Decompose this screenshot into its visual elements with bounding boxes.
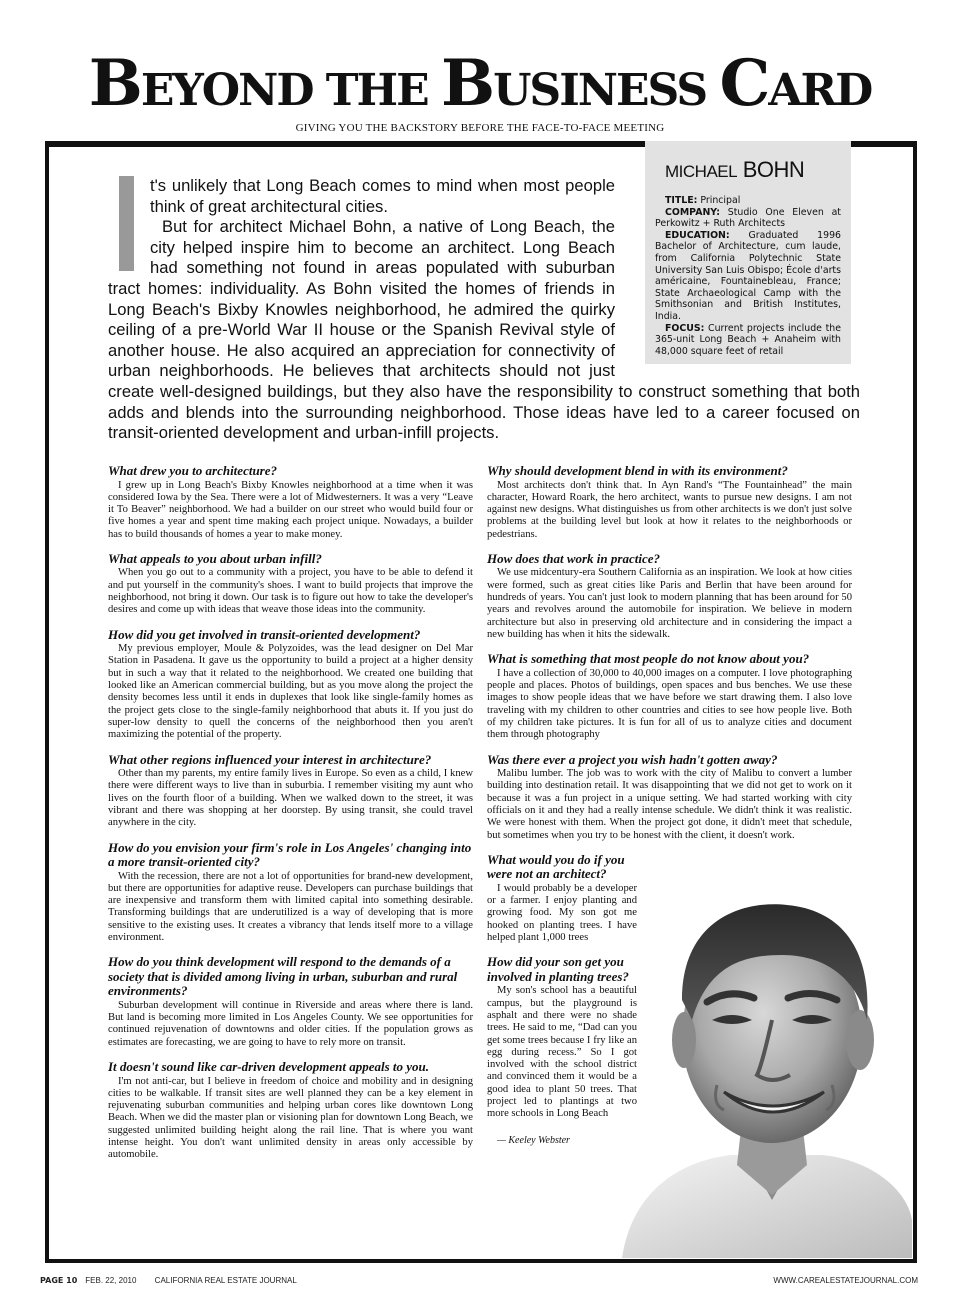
fact-value: Studio One Eleven at Perkowitz + Ruth Architects bbox=[655, 206, 841, 230]
question: How does that work in practice? bbox=[487, 550, 660, 566]
profile-last-name: BOHN bbox=[742, 157, 805, 182]
intro-paragraph-2: But for architect Michael Bohn, a native of Long Beach, the city helped inspire him to become an architect. Long Beach had something not found in areas populated with suburban tract homes: individuality. As Bohn visited the homes of friends in Long Beach's Bixby Knowles neighborhood, he admired the quirky ceiling of a pre-World War II house or the Spanish Revival style of another house. He also acquired an appreciation for connectivity of urban neighborhoods. He believes that architects should not just create well-designed buildings, but they also have the responsibility to construct something that both adds and blends into the surrounding neighborhood. Those ideas have led to a career focused on transit-oriented development and urban-infill projects. bbox=[108, 217, 860, 443]
issue-date: FEB. 22, 2010 bbox=[85, 1276, 137, 1285]
frame-left-rule bbox=[45, 141, 49, 1263]
fact-label: FOCUS: bbox=[665, 322, 705, 334]
question: What is something that most people do not know about you? bbox=[487, 651, 810, 667]
portrait-photo bbox=[612, 870, 912, 1258]
profile-box bbox=[645, 141, 851, 364]
qa-item bbox=[487, 464, 852, 541]
profile-facts bbox=[655, 195, 841, 357]
title-rest-1: EYOND THE bbox=[140, 65, 441, 116]
intro-paragraph-1: t's unlikely that Long Beach comes to mind when most people think of great architectural cities. bbox=[150, 176, 615, 216]
qa-item bbox=[108, 1060, 473, 1162]
question: What appeals to you about urban infill? bbox=[108, 550, 322, 566]
answer: My previous employer, Moule & Polyzoides, was the lead designer on Del Mar Station in Pasadena. It gave us the opportunity to build a project at a higher density but in such a way that it related to the neighborhood. We created one building that looked like an American commercial building, but as you move along the project the density becomes less until it ends in duplexes that look like single-family homes as the project gets close to the single-family neighborhood that abuts it. If you just do super-low density to quell the concerns of the neighborhood then you aren't maximizing the potential of the property. bbox=[108, 643, 473, 741]
profile-company bbox=[655, 207, 841, 230]
title-initial-2: B bbox=[440, 46, 494, 121]
qa-item bbox=[108, 955, 473, 1049]
fact-label: COMPANY: bbox=[665, 206, 721, 218]
frame-bottom-rule bbox=[45, 1259, 917, 1263]
drop-cap-spacer bbox=[108, 176, 150, 272]
fact-label: EDUCATION: bbox=[665, 229, 730, 241]
question: What other regions influenced your interest in architecture? bbox=[108, 751, 432, 767]
qa-item bbox=[108, 628, 473, 742]
question: How do you envision your firm's role in Los Angeles' changing into a more transit-oriented city? bbox=[108, 839, 472, 870]
frame-right-rule bbox=[913, 141, 917, 1263]
answer: I would probably be a developer or a farmer. I enjoy planting and growing food. My son got me hooked on planting trees. I have helped plant 1,000 trees bbox=[487, 882, 637, 944]
answer: Other than my parents, my entire family lives in Europe. So even as a child, I knew there were different ways to live than in suburbia. I remember visiting my aunt who lives on the fourth floor of a building. When we walked down to the street, it was vibrant and there was shopping at her doorstep. By using transit, she could travel anywhere in the city. bbox=[108, 768, 473, 829]
question: How did your son get you involved in planting trees? bbox=[487, 954, 629, 984]
answer: Malibu lumber. The job was to work with the city of Malibu to convert a lumber building into destination retail. It was disappointing that we did not get to work on it because it was a fun project in a unique setting. We had started working with city officials on it and they had a really intense schedule. We didn't think it was realistic. We were honest with them. When the project got done, it didn't meet that schedule, but sometimes when you try to be honest with the client, it doesn't work. bbox=[487, 768, 852, 841]
answer: I have a collection of 30,000 to 40,000 images on a computer. I love photographing people and places. Photos of buildings, open spaces and bus benches. We use these images to show people ideas that we have before we start drawing them. I also love traveling with my children to other countries and cities to see how people live. Both of my children take pictures. It is fun for all of us to analyze cities and document them through photography bbox=[487, 667, 852, 741]
question: How do you think development will respond to the demands of a society that is divided among living in urban, suburban and rural environments? bbox=[108, 954, 458, 999]
answer: Most architects don't think that. In Ayn Rand's “The Fountainhead” the main character, Howard Roark, the hero architect, wants to pursue new designs. I am not against new designs. What distinguishes us from other architects is we don't just solve problems at the building level but look at how it relates to the neighborhoods or pedestrians. bbox=[487, 479, 852, 540]
fact-value: Graduated 1996 Bachelor of Architecture, cum laude, from California Polytechnic State University San Luis Obispo; École d'arts américaine, Fountainebleau, France; State Archaeological Camp with the Smithsonian and British Institutes, India. bbox=[655, 229, 841, 322]
qa-item bbox=[108, 552, 473, 617]
masthead-title bbox=[0, 46, 960, 121]
profile-focus bbox=[655, 323, 841, 358]
answer: I'm not anti-car, but I believe in freedom of choice and mobility and in designing cities to be walkable. If transit sites are well planned they can be a key element in rejuvenating suburban communities and helping urban cores like downtown Long Beach. When we did the master plan or visioning plan for downtown Long Beach, we suggested unlimited building height along the rail line. That is where you want intense height. You don't want unlimited density in areas only accessible by automobile. bbox=[108, 1075, 473, 1161]
qa-item bbox=[108, 841, 473, 945]
footer-separator bbox=[144, 1276, 146, 1285]
publication-name: CALIFORNIA REAL ESTATE JOURNAL bbox=[154, 1276, 297, 1285]
title-initial-3: C bbox=[719, 46, 769, 121]
profile-name bbox=[665, 157, 841, 183]
answer: Suburban development will continue in Riverside and areas where there is land. But land is becoming more limited in Los Angeles County. We see opportunities for continued rejuvenation of downtowns and older cities. If the population grows as estimates are forecasting, we are going to have to rely more on transit. bbox=[108, 999, 473, 1048]
answer: With the recession, there are not a lot of opportunities for brand-new development, but there are opportunities for adaptive reuse. Developers can purchase buildings that are inexpensive and transform them with limited capital into something desirable. Transforming buildings that are underutilized is a way of developing that is more sensitive to the existing uses. It creates a vibrancy that lends itself more to a village environment. bbox=[108, 870, 473, 944]
byline: — Keeley Webster bbox=[497, 1134, 570, 1146]
fact-label: TITLE: bbox=[665, 195, 698, 206]
question: What would you do if you were not an architect? bbox=[487, 851, 625, 882]
profile-education bbox=[655, 230, 841, 323]
title-initial-1: B bbox=[88, 46, 141, 121]
qa-item bbox=[108, 464, 473, 541]
page-number: PAGE 10 bbox=[40, 1276, 78, 1285]
qa-item bbox=[487, 652, 852, 741]
tagline: GIVING YOU THE BACKSTORY BEFORE THE FACE-TO-FACE MEETING bbox=[295, 122, 665, 134]
question: Why should development blend in with its environment? bbox=[487, 463, 788, 478]
question: What drew you to architecture? bbox=[108, 463, 278, 478]
qa-item bbox=[108, 753, 473, 830]
answer: My son's school has a beautiful campus, but the playground is asphalt and there were no shade trees. He said to me, “Dad can you get some trees because I fry like an egg during recess.” So I got involved with the school district and convinced them it would be a good idea to plant 50 trees. That project led to plantings at two more schools in Long Beach bbox=[487, 985, 637, 1120]
fact-value: Principal bbox=[700, 195, 741, 206]
question: How did you get involved in transit-oriented development? bbox=[108, 626, 421, 642]
qa-column-left bbox=[108, 464, 473, 1173]
footer-left bbox=[40, 1276, 297, 1285]
profile-first-name: MICHAEL bbox=[665, 162, 738, 181]
answer: I grew up in Long Beach's Bixby Knowles neighborhood at a time when it was considered Iowa by the Sea. There were a lot of Midwesterners. It was a very “Leave it To Beaver” neighborhood. We had a builder on our street who would build four or five homes a year and spent time making each project unique. Nowadays, a builder has to build thousands of homes a year to make money. bbox=[108, 479, 473, 540]
qa-item bbox=[487, 753, 852, 842]
answer: When you go out to a community with a project, you have to be able to defend it and put yourself in the community's shoes. I want to build projects that improve the neighborhood, not bring it down. Our task is to figure out how to take the developer's desires and come up with ideas that weave those ideas into the community. bbox=[108, 567, 473, 616]
answer: We use midcentury-era Southern California as an inspiration. We look at how cities were formed, such as great cities like Paris and Berlin that have been around for hundreds of years. You can't just look to modern planning that has been around for 50 years and revolves around the automobile for inspiration. We believe in modern architecture but also in preserving old architecture and in considering the impact a new building has when it hits the sidewalk. bbox=[487, 567, 852, 640]
question: It doesn't sound like car-driven development appeals to you. bbox=[108, 1059, 430, 1074]
footer-website[interactable]: WWW.CAREALESTATEJOURNAL.COM bbox=[773, 1276, 918, 1285]
fact-value: Current projects include the 365-unit Long Beach + Anaheim with 48,000 square feet of retail bbox=[655, 322, 841, 357]
title-rest-3: ARD bbox=[768, 65, 872, 116]
profile-title bbox=[655, 195, 841, 207]
title-rest-2: USINESS bbox=[493, 65, 720, 116]
qa-item bbox=[487, 552, 852, 641]
question: Was there ever a project you wish hadn't gotten away? bbox=[487, 751, 778, 767]
